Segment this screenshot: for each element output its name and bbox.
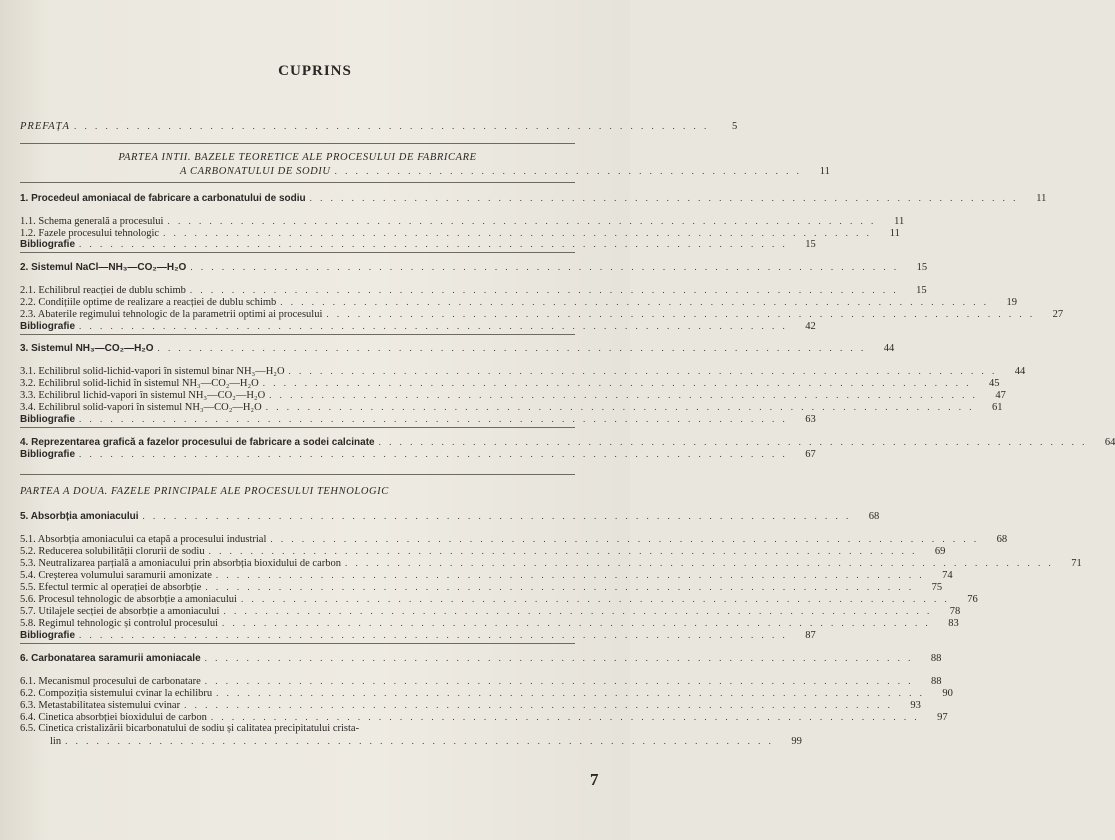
toc-chapter: 5. Absorbția amoniacului . . . . . . . . . . . . . . . . . . . . . . . . . . . . . . . . . . . . . . . . . . . . . . . . . . . . . . . . . . . . . . . . . . . . 68: [20, 511, 880, 522]
toc-entry-title: 6.5. Cinetica cristalizării bicarbonatului de sodiu și calitatea precipitatului crista-: [20, 723, 360, 734]
toc-chapter: 3. Sistemul NH₃—CO₂—H₂O . . . . . . . . . . . . . . . . . . . . . . . . . . . . . . . . . . . . . . . . . . . . . . . . . . . . . . . . . . . . . . . . . . . . 44: [20, 343, 895, 354]
toc-section: 2.2. Condițiile optime de realizare a reacției de dublu schimb . . . . . . . . . . . . . . . . . . . . . . . . . . . . . . . . . . . . . . . . . . . . . . . . . . . . . . . . . . . . . . . . . . . . 19: [20, 297, 1018, 308]
toc-section: 6.3. Metastabilitatea sistemului cvinar . . . . . . . . . . . . . . . . . . . . . . . . . . . . . . . . . . . . . . . . . . . . . . . . . . . . . . . . . . . . . . . . . . . . 93: [20, 700, 921, 711]
toc-section: 5.6. Procesul tehnologic de absorbție a amoniacului . . . . . . . . . . . . . . . . . . . . . . . . . . . . . . . . . . . . . . . . . . . . . . . . . . . . . . . . . . . . . . . . . . . . 76: [20, 594, 978, 605]
toc-bibliography: Bibliografie . . . . . . . . . . . . . . . . . . . . . . . . . . . . . . . . . . . . . . . . . . . . . . . . . . . . . . . . . . . . . . . . . . . . 42: [20, 321, 816, 332]
toc-bibliography: Bibliografie . . . . . . . . . . . . . . . . . . . . . . . . . . . . . . . . . . . . . . . . . . . . . . . . . . . . . . . . . . . . . . . . . . . . 87: [20, 630, 816, 641]
toc-entry-title: 5.2. Reducerea solubilității clorurii de sodiu: [20, 546, 205, 557]
toc-entry-page: 88: [931, 676, 942, 687]
toc-part-1: PARTEA INTII. BAZELE TEORETICE ALE PROCESULUI DE FABRICARE: [118, 152, 477, 163]
divider: [20, 427, 575, 428]
toc-section: 5.7. Utilajele secției de absorbție a amoniacului . . . . . . . . . . . . . . . . . . . . . . . . . . . . . . . . . . . . . . . . . . . . . . . . . . . . . . . . . . . . . . . . . . . . 78: [20, 606, 961, 617]
toc-entry-title: 1. Procedeul amoniacal de fabricare a carbonatului de sodiu: [20, 193, 306, 204]
toc-entry-page: 75: [931, 582, 943, 593]
toc-section: 3.2. Echilibrul solid-lichid în sistemul NH₃—CO₂—H₂O . . . . . . . . . . . . . . . . . . . . . . . . . . . . . . . . . . . . . . . . . . . . . . . . . . . . . . . . . . . . . . . . . . . . 45: [20, 378, 1000, 389]
toc-entry-title: 3.3. Echilibrul lichid-vapori în sistemul NH₃—CO₂—H₂O: [20, 390, 266, 401]
toc-entry-page: 76: [967, 594, 978, 605]
toc-section: 5.1. Absorbția amoniacului ca etapă a procesului industrial . . . . . . . . . . . . . . . . . . . . . . . . . . . . . . . . . . . . . . . . . . . . . . . . . . . . . . . . . . . . . . . . . . . . 68: [20, 534, 1008, 545]
toc-entry-title: 5. Absorbția amoniacului: [20, 511, 139, 522]
toc-bibliography: Bibliografie . . . . . . . . . . . . . . . . . . . . . . . . . . . . . . . . . . . . . . . . . . . . . . . . . . . . . . . . . . . . . . . . . . . . 15: [20, 239, 816, 250]
toc-entry-title: 5.6. Procesul tehnologic de absorbție a amoniacului: [20, 594, 237, 605]
toc-entry-page: 63: [805, 414, 816, 425]
toc-entry-page: 11: [894, 216, 905, 227]
toc-entry-page: 47: [995, 390, 1006, 401]
toc-entry-page: 15: [916, 262, 928, 273]
toc-section: 2.1. Echilibrul reacției de dublu schimb . . . . . . . . . . . . . . . . . . . . . . . . . . . . . . . . . . . . . . . . . . . . . . . . . . . . . . . . . . . . . . . . . . . . 15: [20, 285, 927, 296]
toc-entry-title: 1.1. Schema generală a procesului: [20, 216, 164, 227]
toc-section: 3.3. Echilibrul lichid-vapori în sistemul NH₃—CO₂—H₂O . . . . . . . . . . . . . . . . . . . . . . . . . . . . . . . . . . . . . . . . . . . . . . . . . . . . . . . . . . . . . . . . . . . . 47: [20, 390, 1006, 401]
toc-entry-title: lin: [50, 736, 62, 747]
toc-entry-page: 74: [942, 570, 953, 581]
toc-entry-title: 5.5. Efectul termic al operației de absorbție: [20, 582, 202, 593]
toc-entry-title: 3.4. Echilibrul solid-vapori în sistemul NH₃—CO₂—H₂O: [20, 402, 262, 413]
toc-entry-title: 2.2. Condițiile optime de realizare a reacției de dublu schimb: [20, 297, 277, 308]
toc-chapter: 4. Reprezentarea grafică a fazelor procesului de fabricare a sodei calcinate . . . . . . . . . . . . . . . . . . . . . . . . . . . . . . . . . . . . . . . . . . . . . . . . . . . . . . . . . . . . . . . . . . . . 64: [20, 437, 1115, 448]
toc-section: lin . . . . . . . . . . . . . . . . . . . . . . . . . . . . . . . . . . . . . . . . . . . . . . . . . . . . . . . . . . . . . . . . . . . . 99: [20, 735, 575, 748]
toc-entry-title: 5.1. Absorbția amoniacului ca etapă a procesului industrial: [20, 534, 267, 545]
toc-entry-page: 88: [930, 653, 942, 664]
toc-entry-title: 6.1. Mecanismul procesului de carbonatare: [20, 676, 201, 687]
toc-entry-page: 93: [910, 700, 921, 711]
toc-entry-page: 99: [791, 736, 802, 747]
toc-section: 6.2. Compoziția sistemului cvinar la echilibru . . . . . . . . . . . . . . . . . . . . . . . . . . . . . . . . . . . . . . . . . . . . . . . . . . . . . . . . . . . . . . . . . . . . 90: [20, 688, 953, 699]
toc-section: 5.4. Creșterea volumului saramurii amonizate . . . . . . . . . . . . . . . . . . . . . . . . . . . . . . . . . . . . . . . . . . . . . . . . . . . . . . . . . . . . . . . . . . . . 74: [20, 570, 953, 581]
divider: [20, 143, 575, 144]
toc-section: 3.4. Echilibrul solid-vapori în sistemul NH₃—CO₂—H₂O . . . . . . . . . . . . . . . . . . . . . . . . . . . . . . . . . . . . . . . . . . . . . . . . . . . . . . . . . . . . . . . . . . . . 61: [20, 402, 1003, 413]
toc-entry-title: 5.4. Creșterea volumului saramurii amonizate: [20, 570, 212, 581]
toc-section: 5.2. Reducerea solubilității clorurii de sodiu . . . . . . . . . . . . . . . . . . . . . . . . . . . . . . . . . . . . . . . . . . . . . . . . . . . . . . . . . . . . . . . . . . . . 69: [20, 546, 946, 557]
toc-entry-title: 5.3. Neutralizarea parțială a amoniacului prin absorbția bioxidului de carbon: [20, 558, 342, 569]
toc-entry-title: 1.2. Fazele procesului tehnologic: [20, 228, 160, 239]
toc-section: 5.3. Neutralizarea parțială a amoniacului prin absorbția bioxidului de carbon . . . . . . . . . . . . . . . . . . . . . . . . . . . . . . . . . . . . . . . . . . . . . . . . . . . . . . . . . . . . . . . . . . . . 71: [20, 558, 1082, 569]
toc-chapter: 1. Procedeul amoniacal de fabricare a carbonatului de sodiu . . . . . . . . . . . . . . . . . . . . . . . . . . . . . . . . . . . . . . . . . . . . . . . . . . . . . . . . . . . . . . . . . . . . 11: [20, 193, 1047, 204]
toc-section: 2.3. Abaterile regimului tehnologic de la parametrii optimi ai procesului . . . . . . . . . . . . . . . . . . . . . . . . . . . . . . . . . . . . . . . . . . . . . . . . . . . . . . . . . . . . . . . . . . . . 27: [20, 309, 1064, 320]
toc-entry-page: 45: [989, 378, 1000, 389]
toc-entry-page: 71: [1071, 558, 1082, 569]
toc-entry-page: 67: [805, 449, 816, 460]
toc-entry-title: 3.2. Echilibrul solid-lichid în sistemul NH₃—CO₂—H₂O: [20, 378, 259, 389]
toc-entry-title: Bibliografie: [20, 414, 76, 425]
toc-entry-title: Bibliografie: [20, 449, 76, 460]
divider: [20, 252, 575, 253]
divider: [20, 334, 575, 335]
toc-entry-page: 64: [1104, 437, 1115, 448]
toc-entry-page: 11: [1036, 193, 1047, 204]
toc-entry-page: 78: [949, 606, 961, 617]
toc-chapter: 6. Carbonatarea saramurii amoniacale . . . . . . . . . . . . . . . . . . . . . . . . . . . . . . . . . . . . . . . . . . . . . . . . . . . . . . . . . . . . . . . . . . . . 88: [20, 653, 942, 664]
page-title: CUPRINS: [278, 63, 352, 79]
toc-entry-title: 5.8. Regimul tehnologic și controlul procesului: [20, 618, 219, 629]
toc-entry-title: 2.3. Abaterile regimului tehnologic de la parametrii optimi ai procesului: [20, 309, 323, 320]
toc-section: 3.1. Echilibrul solid-lichid-vapori în sistemul binar NH₃—H₂O . . . . . . . . . . . . . . . . . . . . . . . . . . . . . . . . . . . . . . . . . . . . . . . . . . . . . . . . . . . . . . . . . . . . 44: [20, 366, 1026, 377]
toc-bibliography: Bibliografie . . . . . . . . . . . . . . . . . . . . . . . . . . . . . . . . . . . . . . . . . . . . . . . . . . . . . . . . . . . . . . . . . . . . 67: [20, 449, 816, 460]
divider: [20, 643, 575, 644]
toc-entry-title: Bibliografie: [20, 321, 76, 332]
toc-section: 1.1. Schema generală a procesului . . . . . . . . . . . . . . . . . . . . . . . . . . . . . . . . . . . . . . . . . . . . . . . . . . . . . . . . . . . . . . . . . . . . 11: [20, 216, 905, 227]
toc-entry-page: 97: [937, 712, 948, 723]
toc-entry-page: 44: [883, 343, 895, 354]
toc-part-2: PARTEA A DOUA. FAZELE PRINCIPALE ALE PROCESULUI TEHNOLOGIC: [20, 486, 389, 497]
toc-entry-page: 69: [934, 546, 946, 557]
toc-entry-page: 11: [889, 228, 900, 239]
page-number: 7: [590, 770, 599, 789]
toc-entry-page: 27: [1052, 309, 1064, 320]
toc-section: [20, 723, 575, 735]
toc-entry-title: Bibliografie: [20, 239, 76, 250]
toc-entry-title: 6.2. Compoziția sistemului cvinar la echilibru: [20, 688, 213, 699]
toc-entry-page: 19: [1006, 297, 1018, 308]
toc-entry-page: 68: [996, 534, 1008, 545]
toc-entry-title: 5.7. Utilajele secției de absorbție a amoniacului: [20, 606, 220, 617]
toc-entry-title: 6.4. Cinetica absorbției bioxidului de carbon: [20, 712, 207, 723]
toc-section: 6.1. Mecanismul procesului de carbonatare . . . . . . . . . . . . . . . . . . . . . . . . . . . . . . . . . . . . . . . . . . . . . . . . . . . . . . . . . . . . . . . . . . . . 88: [20, 676, 942, 687]
toc-entry-title: 6.3. Metastabilitatea sistemului cvinar: [20, 700, 181, 711]
toc-entry-title: 2. Sistemul NaCl—NH₃—CO₂—H₂O: [20, 262, 187, 273]
toc-entry-page: 87: [805, 630, 816, 641]
toc-section: 6.4. Cinetica absorbției bioxidului de carbon . . . . . . . . . . . . . . . . . . . . . . . . . . . . . . . . . . . . . . . . . . . . . . . . . . . . . . . . . . . . . . . . . . . . 97: [20, 712, 948, 723]
toc-entry-title: Bibliografie: [20, 630, 76, 641]
toc-chapter: 2. Sistemul NaCl—NH₃—CO₂—H₂O . . . . . . . . . . . . . . . . . . . . . . . . . . . . . . . . . . . . . . . . . . . . . . . . . . . . . . . . . . . . . . . . . . . . 15: [20, 262, 928, 273]
toc-part-1-line2: A CARBONATULUI DE SODIU . . . . . . . . . . . . . . . . . . . . . . . . . . . . . . . . . . . . . . . . . . . . . 11: [180, 166, 830, 177]
toc-bibliography: Bibliografie . . . . . . . . . . . . . . . . . . . . . . . . . . . . . . . . . . . . . . . . . . . . . . . . . . . . . . . . . . . . . . . . . . . . 63: [20, 414, 816, 425]
toc-preface: PREFAȚA . . . . . . . . . . . . . . . . . . . . . . . . . . . . . . . . . . . . . . . . . . . . . . . . . . . . . . . . . . . . . 5: [20, 121, 738, 132]
toc-entry-page: 61: [991, 402, 1003, 413]
toc-entry-page: 42: [805, 321, 816, 332]
divider: [20, 182, 575, 183]
toc-entry-page: 15: [805, 239, 816, 250]
toc-entry-page: 68: [868, 511, 880, 522]
toc-section: 5.5. Efectul termic al operației de absorbție . . . . . . . . . . . . . . . . . . . . . . . . . . . . . . . . . . . . . . . . . . . . . . . . . . . . . . . . . . . . . . . . . . . . 75: [20, 582, 943, 593]
toc-entry-title: 4. Reprezentarea grafică a fazelor procesului de fabricare a sodei calcinate: [20, 437, 375, 448]
toc-section: 5.8. Regimul tehnologic și controlul procesului . . . . . . . . . . . . . . . . . . . . . . . . . . . . . . . . . . . . . . . . . . . . . . . . . . . . . . . . . . . . . . . . . . . . 83: [20, 618, 959, 629]
toc-entry-title: 3. Sistemul NH₃—CO₂—H₂O: [20, 343, 154, 354]
toc-entry-title: 2.1. Echilibrul reacției de dublu schimb: [20, 285, 186, 296]
toc-entry-page: 15: [916, 285, 927, 296]
toc-entry-title: 6. Carbonatarea saramurii amoniacale: [20, 653, 201, 664]
divider: [20, 474, 575, 475]
toc-section: 1.2. Fazele procesului tehnologic . . . . . . . . . . . . . . . . . . . . . . . . . . . . . . . . . . . . . . . . . . . . . . . . . . . . . . . . . . . . . . . . . . . . 11: [20, 228, 900, 239]
toc-entry-page: 90: [942, 688, 953, 699]
toc-entry-page: 44: [1014, 366, 1026, 377]
toc-entry-page: 83: [948, 618, 959, 629]
toc-entry-title: 3.1. Echilibrul solid-lichid-vapori în sistemul binar NH₃—H₂O: [20, 366, 285, 377]
